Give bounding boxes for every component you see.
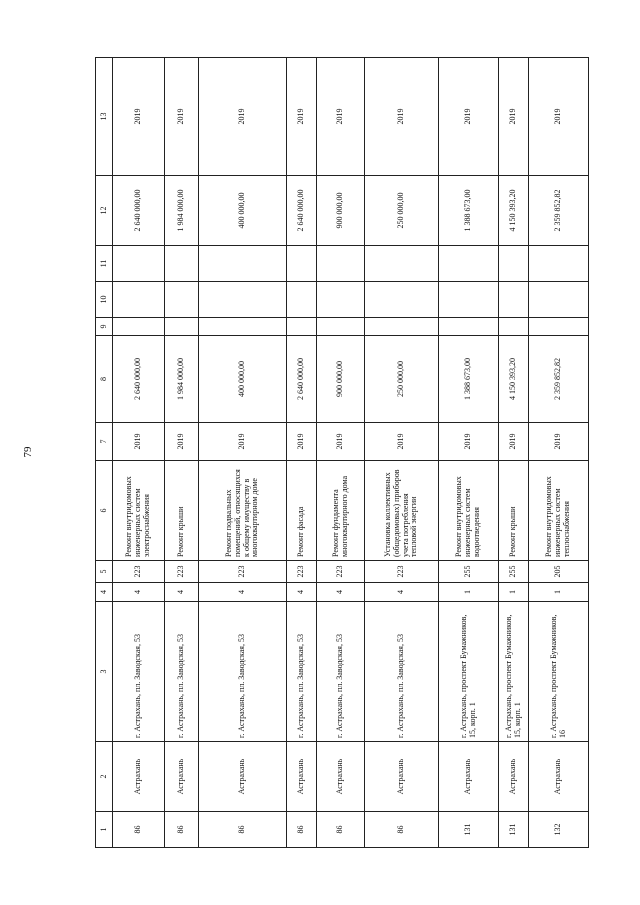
cell-municipality: Астрахань [317, 742, 365, 812]
cell-address: г. Астрахань, пл. Заводская, 53 [165, 602, 199, 742]
cell-col-11 [365, 246, 439, 282]
cell-completion-year: 2019 [317, 58, 365, 176]
column-header: 4 [96, 583, 113, 602]
cell-house-count: 1 [529, 583, 589, 602]
cell-col-11 [165, 246, 199, 282]
cell-house-count: 4 [165, 583, 199, 602]
cell-col-10 [317, 282, 365, 318]
cell-address: г. Астрахань, проспект Бумажников, 15, корп. 1 [499, 602, 529, 742]
cell-house-count: 4 [317, 583, 365, 602]
cell-work-type: Ремонт подвальных помещений, относящихся к общему имуществу в многоквартирном доме [199, 461, 287, 561]
cell-col-10 [499, 282, 529, 318]
column-header: 12 [96, 176, 113, 246]
cell-total-cost: 400 000,00 [199, 176, 287, 246]
cell-address: г. Астрахань, проспект Бумажников, 15, корп. 1 [439, 602, 499, 742]
cell-work-type: Ремонт фундамента многоквартирного дома [317, 461, 365, 561]
cell-col-10 [287, 282, 317, 318]
cell-municipality: Астрахань [199, 742, 287, 812]
table-row [199, 58, 287, 848]
cell-record-number: 86 [287, 812, 317, 848]
cell-address: г. Астрахань, пл. Заводская, 53 [113, 602, 165, 742]
cell-total-cost: 2 640 000,00 [287, 176, 317, 246]
column-header: 2 [96, 742, 113, 812]
cell-col-9 [317, 318, 365, 336]
cell-cost: 4 150 393,20 [499, 336, 529, 423]
cell-year: 2019 [199, 423, 287, 461]
cell-total-cost: 2 359 852,82 [529, 176, 589, 246]
cell-municipality: Астрахань [439, 742, 499, 812]
cell-work-type: Ремонт внутридомовых инженерных систем водоотведения [439, 461, 499, 561]
cell-col-10 [165, 282, 199, 318]
cell-col-9 [499, 318, 529, 336]
cell-year: 2019 [317, 423, 365, 461]
cell-year: 2019 [499, 423, 529, 461]
cell-municipality: Астрахань [113, 742, 165, 812]
cell-house-count: 1 [499, 583, 529, 602]
cell-total-cost: 900 000,00 [317, 176, 365, 246]
cell-col-10 [113, 282, 165, 318]
table-row [287, 58, 317, 848]
column-header: 3 [96, 602, 113, 742]
cell-code: 205 [529, 561, 589, 583]
cell-record-number: 86 [113, 812, 165, 848]
cell-col-9 [199, 318, 287, 336]
cell-work-type: Ремонт крыши [165, 461, 199, 561]
cell-col-11 [287, 246, 317, 282]
cell-address: г. Астрахань, пл. Заводская, 53 [317, 602, 365, 742]
cell-cost: 900 000,00 [317, 336, 365, 423]
cell-col-11 [113, 246, 165, 282]
cell-house-count: 4 [287, 583, 317, 602]
table-row [365, 58, 439, 848]
cell-completion-year: 2019 [165, 58, 199, 176]
cell-house-count: 1 [439, 583, 499, 602]
cell-address: г. Астрахань, пл. Заводская, 53 [199, 602, 287, 742]
cell-cost: 2 640 000,00 [287, 336, 317, 423]
cell-total-cost: 1 388 673,00 [439, 176, 499, 246]
table-row [165, 58, 199, 848]
cell-code: 223 [113, 561, 165, 583]
cell-col-9 [529, 318, 589, 336]
cell-municipality: Астрахань [165, 742, 199, 812]
capital-repair-table [95, 57, 589, 848]
cell-col-11 [529, 246, 589, 282]
cell-col-9 [439, 318, 499, 336]
cell-municipality: Астрахань [365, 742, 439, 812]
cell-work-type: Ремонт фасада [287, 461, 317, 561]
cell-completion-year: 2019 [113, 58, 165, 176]
column-header: 8 [96, 336, 113, 423]
cell-col-11 [199, 246, 287, 282]
cell-code: 255 [439, 561, 499, 583]
column-header: 7 [96, 423, 113, 461]
column-header: 11 [96, 246, 113, 282]
cell-completion-year: 2019 [365, 58, 439, 176]
cell-cost: 1 388 673,00 [439, 336, 499, 423]
table-row [439, 58, 499, 848]
cell-col-10 [529, 282, 589, 318]
cell-col-9 [365, 318, 439, 336]
cell-total-cost: 250 000,00 [365, 176, 439, 246]
table-row [113, 58, 165, 848]
cell-record-number: 86 [165, 812, 199, 848]
cell-cost: 2 359 852,82 [529, 336, 589, 423]
cell-completion-year: 2019 [199, 58, 287, 176]
cell-year: 2019 [287, 423, 317, 461]
cell-col-9 [113, 318, 165, 336]
cell-completion-year: 2019 [529, 58, 589, 176]
cell-total-cost: 1 984 000,00 [165, 176, 199, 246]
column-header: 1 [96, 812, 113, 848]
column-header: 9 [96, 318, 113, 336]
cell-record-number: 86 [365, 812, 439, 848]
cell-address: г. Астрахань, пл. Заводская, 53 [287, 602, 317, 742]
cell-work-type: Ремонт внутридомовых инженерных систем теплоснабжения [529, 461, 589, 561]
cell-col-10 [365, 282, 439, 318]
cell-col-10 [439, 282, 499, 318]
cell-municipality: Астрахань [529, 742, 589, 812]
cell-house-count: 4 [199, 583, 287, 602]
cell-col-10 [199, 282, 287, 318]
cell-code: 255 [499, 561, 529, 583]
cell-record-number: 131 [499, 812, 529, 848]
cell-record-number: 132 [529, 812, 589, 848]
cell-record-number: 86 [199, 812, 287, 848]
cell-code: 223 [165, 561, 199, 583]
cell-record-number: 131 [439, 812, 499, 848]
cell-completion-year: 2019 [499, 58, 529, 176]
cell-house-count: 4 [365, 583, 439, 602]
cell-address: г. Астрахань, проспект Бумажников, 16 [529, 602, 589, 742]
cell-completion-year: 2019 [287, 58, 317, 176]
cell-year: 2019 [529, 423, 589, 461]
cell-col-9 [165, 318, 199, 336]
table-row [499, 58, 529, 848]
cell-code: 223 [365, 561, 439, 583]
cell-total-cost: 4 150 393,20 [499, 176, 529, 246]
cell-code: 223 [199, 561, 287, 583]
cell-address: г. Астрахань, пл. Заводская, 53 [365, 602, 439, 742]
column-header: 10 [96, 282, 113, 318]
cell-year: 2019 [439, 423, 499, 461]
column-header: 6 [96, 461, 113, 561]
cell-code: 223 [287, 561, 317, 583]
cell-col-9 [287, 318, 317, 336]
cell-year: 2019 [165, 423, 199, 461]
column-header: 5 [96, 561, 113, 583]
cell-cost: 400 000,00 [199, 336, 287, 423]
rotated-table-container [95, 58, 602, 848]
cell-work-type: Ремонт крыши [499, 461, 529, 561]
cell-code: 223 [317, 561, 365, 583]
page-number: 79 [22, 446, 34, 458]
cell-col-11 [317, 246, 365, 282]
cell-work-type: Ремонт внутридомовых инженерных систем электроснабжения [113, 461, 165, 561]
cell-cost: 1 984 000,00 [165, 336, 199, 423]
cell-record-number: 86 [317, 812, 365, 848]
column-header: 13 [96, 58, 113, 176]
cell-year: 2019 [365, 423, 439, 461]
cell-work-type: Установка коллективных (общедомовых) приборов учета потребления тепловой энергии [365, 461, 439, 561]
cell-municipality: Астрахань [499, 742, 529, 812]
table-row [529, 58, 589, 848]
cell-completion-year: 2019 [439, 58, 499, 176]
column-number-row [96, 58, 113, 848]
cell-cost: 250 000,00 [365, 336, 439, 423]
cell-col-11 [439, 246, 499, 282]
cell-cost: 2 640 000,00 [113, 336, 165, 423]
cell-year: 2019 [113, 423, 165, 461]
table-row [317, 58, 365, 848]
table-body [96, 58, 589, 848]
cell-house-count: 4 [113, 583, 165, 602]
cell-municipality: Астрахань [287, 742, 317, 812]
cell-total-cost: 2 640 000,00 [113, 176, 165, 246]
cell-col-11 [499, 246, 529, 282]
